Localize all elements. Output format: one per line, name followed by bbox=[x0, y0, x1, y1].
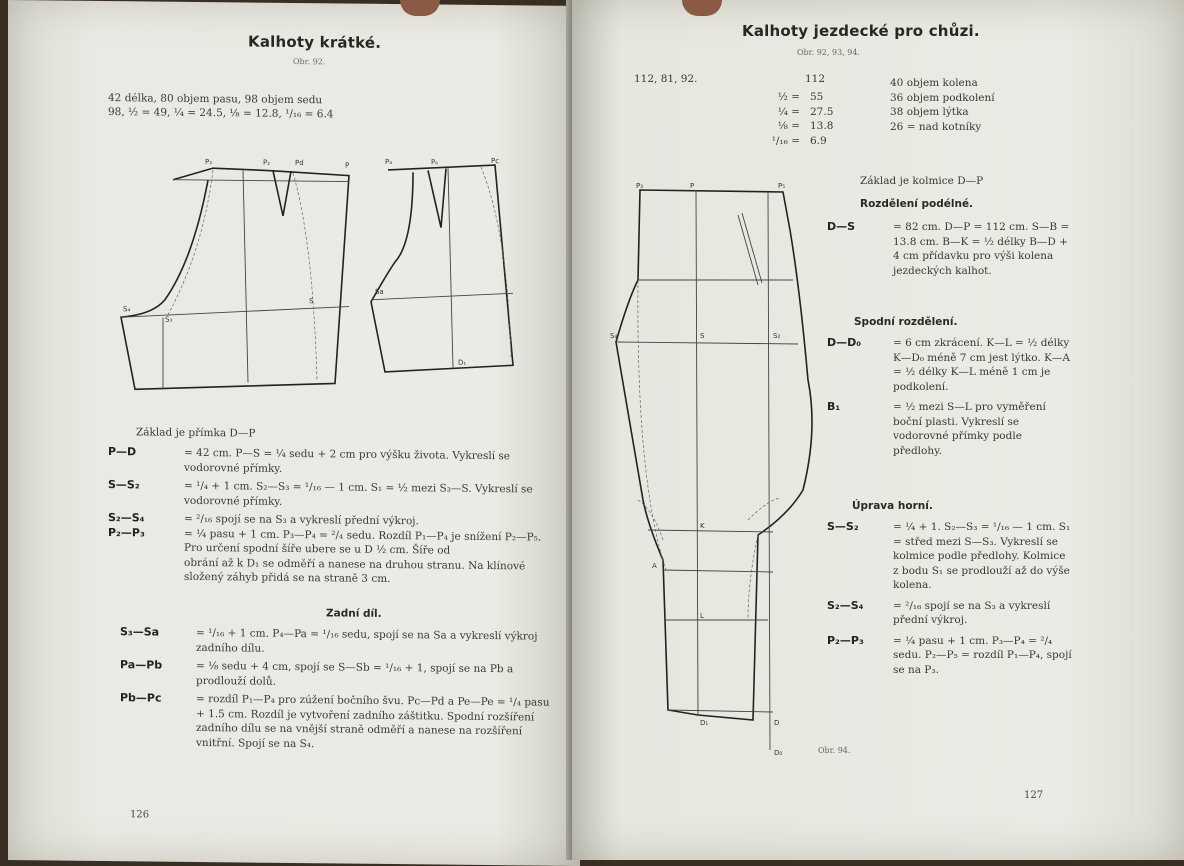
right-title: Kalhoty jezdecké pro chůzi. bbox=[742, 22, 980, 40]
point-label-s: S bbox=[309, 297, 314, 306]
calc-frac: ½ = bbox=[777, 91, 800, 103]
def-label: B₁ bbox=[827, 400, 841, 413]
left-back-definitions bbox=[120, 625, 560, 754]
meas-item: 36 objem podkolení bbox=[890, 91, 995, 104]
calc-val: 6.9 bbox=[810, 134, 827, 147]
point-label-k: K bbox=[700, 522, 705, 530]
def-label: S₂—S₄ bbox=[108, 511, 145, 525]
def-label: D—S bbox=[827, 220, 856, 233]
left-page-number: 126 bbox=[130, 809, 150, 821]
point-label-s4: S₄ bbox=[610, 332, 618, 340]
right-sec1-title: Rozdělení podélné. bbox=[860, 198, 974, 210]
pattern-diagram-riding-trousers bbox=[608, 180, 851, 760]
calc-frac: ¹/₁₆ = bbox=[771, 134, 800, 147]
point-label-p2: P₂ bbox=[263, 158, 271, 167]
right-sec3-title: Úprava horní. bbox=[852, 500, 933, 512]
right-fig-ref: Obr. 92, 93, 94. bbox=[797, 48, 860, 57]
pattern-diagram-short-trousers bbox=[113, 149, 533, 398]
def-label: S₂—S₄ bbox=[827, 598, 864, 612]
def-label: Pa—Pb bbox=[120, 658, 163, 672]
right-meas-head: 112, 81, 92. bbox=[634, 73, 698, 85]
right-sec2-title: Spodní rozdělení. bbox=[854, 316, 958, 328]
point-label-p1: Pd bbox=[295, 159, 304, 168]
def-text: = ¼ pasu + 1 cm. P₃—P₄ = ²/₄ sedu. Rozdíl P₁—P₄ je snížení P₂—P₅. Pro určení spodní šíře ubere se u D ½ cm. Šíře od bbox=[184, 527, 542, 557]
point-label-d0: D₀ bbox=[774, 749, 783, 757]
right-measurements bbox=[890, 76, 995, 134]
point-label-s3: S₃ bbox=[165, 315, 173, 324]
calc-val: 55 bbox=[810, 91, 824, 103]
def-text: = ¼ + 1. S₂—S₃ = ¹/₁₆ — 1 cm. S₁ = střed mezi S—S₃. Vykreslí se kolmice podle předlohy. Kolmice z bodu S₁ se prodlouží až do výše kolena. bbox=[893, 521, 1071, 591]
left-subtitle: Zadní díl. bbox=[326, 607, 382, 620]
def-text: = ⅛ sedu + 4 cm, spojí se S—Sb = ¹/₁₆ + 1, spojí se na Pb a prodlouží dolů. bbox=[196, 659, 514, 688]
point-label-s: S bbox=[700, 332, 705, 340]
def-label: P₂—P₃ bbox=[108, 525, 145, 539]
def-label: P—D bbox=[108, 445, 137, 459]
def-text: = ¼ pasu + 1 cm. P₃—P₄ = ²/₄ sedu. P₂—P₅ = rozdíl P₁—P₄, spojí se na P₃. bbox=[893, 634, 1072, 676]
point-label-p3: P₃ bbox=[636, 182, 644, 190]
def-text: = ½ mezi S—L pro vyměření boční plasti. Vykreslí se vodorovné přímky podle předlohy. bbox=[893, 401, 1046, 457]
left-fig-ref: Obr. 92. bbox=[293, 56, 326, 67]
point-label-p5: P₅ bbox=[778, 182, 786, 190]
point-label-pc: Pc bbox=[491, 157, 500, 166]
def-text: = ²/₁₆ spojí se na S₃ a vykreslí přední výkroj. bbox=[893, 599, 1051, 626]
calc-val: 27.5 bbox=[810, 105, 834, 118]
left-page bbox=[8, 0, 580, 866]
point-label-d: D bbox=[774, 719, 780, 727]
point-label-a: A bbox=[652, 562, 657, 570]
def-text: = ¹/₁₆ + 1 cm. P₄—Pa = ¹/₁₆ sedu, spojí se na Sa a vykreslí výkroj zadního dílu. bbox=[196, 626, 538, 655]
def-label: S—S₂ bbox=[108, 478, 140, 492]
right-calc-head: 112 bbox=[805, 73, 826, 85]
right-sec2-defs bbox=[827, 336, 1072, 458]
right-calc-table bbox=[760, 90, 850, 148]
right-sec1-defs bbox=[827, 220, 1072, 278]
def-label bbox=[108, 555, 174, 585]
calc-val: 13.8 bbox=[810, 120, 834, 132]
point-label-p: P bbox=[345, 161, 350, 170]
def-text: = 6 cm zkrácení. K—L = ½ délky K—D₀ méně 7 cm jest lýtko. K—A = ½ délky K—L méně 1 cm je podkolení. bbox=[893, 337, 1071, 393]
point-label-sa: Sa bbox=[375, 287, 384, 296]
right-sec3-defs bbox=[827, 520, 1072, 677]
point-label-p3: P₃ bbox=[205, 158, 213, 167]
left-definitions bbox=[108, 445, 558, 588]
point-label-p: P bbox=[690, 182, 695, 190]
def-text: = ²/₁₆ spojí se na S₃ a vykreslí přední výkroj. bbox=[184, 512, 419, 528]
point-label-pa: P₄ bbox=[385, 157, 393, 167]
point-label-l: L bbox=[700, 612, 704, 620]
def-label: S₃—Sa bbox=[120, 625, 160, 639]
def-text: obrání až k D₁ se odměří a nanese na druhou stranu. Na klínové složený záhyb přidá se na straně 3 cm. bbox=[184, 556, 526, 586]
left-measurements: 42 délka, 80 objem pasu, 98 objem sedu bbox=[108, 92, 323, 107]
point-label-d1: D₁ bbox=[700, 719, 709, 727]
def-label: Pb—Pc bbox=[120, 691, 162, 705]
point-label-s2: S₂ bbox=[773, 332, 781, 340]
def-text: = 42 cm. P—S = ¼ sedu + 2 cm pro výšku života. Vykreslí se vodorovné přímky. bbox=[184, 446, 510, 475]
left-base: Základ je přímka D—P bbox=[136, 426, 256, 440]
def-text: = rozdíl P₁—P₄ pro zúžení bočního švu. Pc—Pd a Pe—Pe = ¹/₄ pasu + 1.5 cm. Rozdíl je vytvoření zadního záštitku. Spodní rozšíření zadního dílu se na vnější straně odměří a nanese na rozšíření vnitřní. Spojí se na S₄. bbox=[196, 692, 550, 750]
right-page-number: 127 bbox=[1024, 790, 1044, 801]
meas-item: 38 objem lýtka bbox=[890, 106, 969, 118]
right-page bbox=[572, 0, 1184, 860]
def-label: P₂—P₃ bbox=[827, 633, 864, 647]
point-label-s4: S₄ bbox=[123, 305, 131, 314]
def-text: = ¹/₄ + 1 cm. S₂—S₃ = ¹/₁₆ — 1 cm. S₁ = ½ mezi S₃—S. Vykreslí se vodorovné přímky. bbox=[184, 479, 533, 508]
calc-frac: ⅛ = bbox=[777, 120, 800, 132]
meas-item: 26 = nad kotníky bbox=[890, 120, 982, 133]
calc-frac: ¼ = bbox=[777, 105, 800, 118]
def-label: S—S₂ bbox=[827, 520, 859, 533]
def-label: D—D₀ bbox=[827, 336, 862, 349]
right-base: Základ je kolmice D—P bbox=[860, 175, 984, 187]
point-label-d1: D₁ bbox=[458, 358, 467, 367]
meas-item: 40 objem kolena bbox=[890, 77, 978, 89]
point-label-pb: P₆ bbox=[431, 158, 439, 167]
def-text: = 82 cm. D—P = 112 cm. S—B = 13.8 cm. B—K = ½ délky B—D + 4 cm přídavku pro výši kolena jezdeckých kalhot. bbox=[893, 221, 1070, 277]
left-calculations: 98, ½ = 49, ¼ = 24.5, ⅛ = 12.8, ¹/₁₆ = 6.4 bbox=[108, 106, 334, 121]
right-fig-caption: Obr. 94. bbox=[818, 746, 851, 755]
left-title: Kalhoty krátké. bbox=[248, 32, 382, 52]
